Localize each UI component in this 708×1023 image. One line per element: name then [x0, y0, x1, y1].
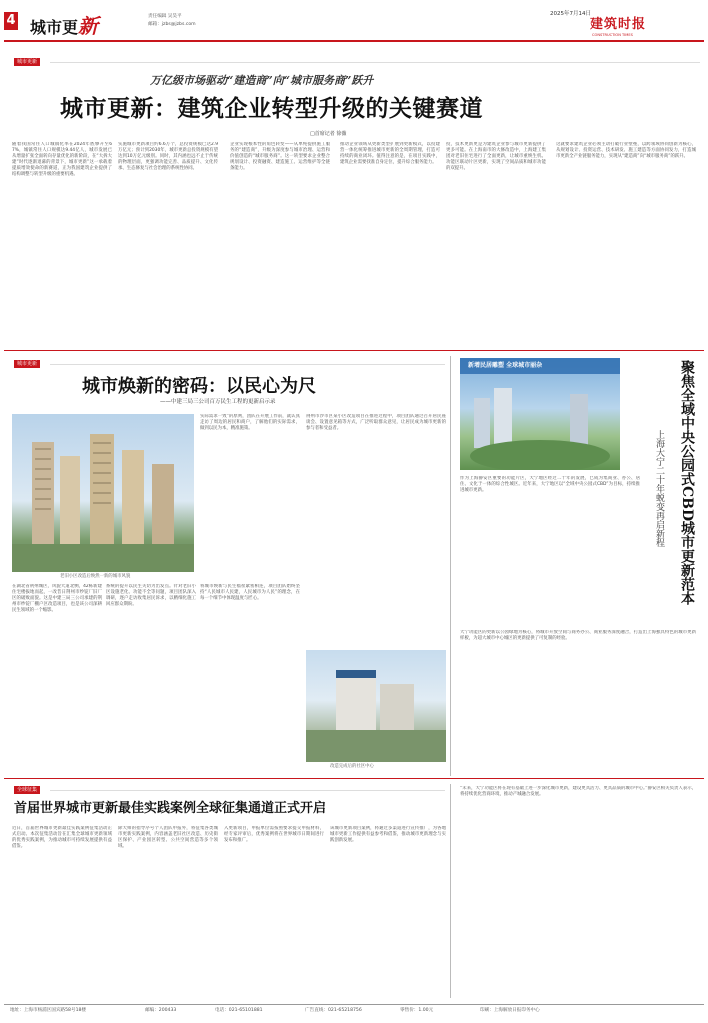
- article2-photo-caption: 老旧小区改造后焕然一新的城市风貌: [60, 574, 131, 579]
- article1-col6: 这就要求建筑企业必须主动打破行业壁垒，以跨领域协同创新为核心，从规划设计、投资运营、技术研发、施工建造等方面协同发力，打造城市更新全产业链服务能力，实现从“建造商”向“城市服务商”的跃升。: [556, 142, 696, 159]
- editor-email: 邮箱：jzbs@jzbs.com: [148, 22, 196, 27]
- article4-headline: 首届世界城市更新最佳实践案例全球征集通道正式开启: [14, 801, 327, 816]
- issue-date: 2025年7月14日: [550, 11, 591, 17]
- article2-photo2-caption: 改造完成后的社区中心: [330, 764, 374, 769]
- footer-phone: 电话：021-65101881: [215, 1008, 263, 1013]
- article1-bottom-rule: [4, 350, 704, 351]
- article2-headline: 城市焕新的密码：以民心为尺: [82, 376, 316, 397]
- article2-subhead: ——中建三局三公司百万民生工程的更新启示录: [160, 399, 276, 405]
- footer-postcode: 邮编：200433: [145, 1008, 177, 1013]
- article3-headline: 聚焦全域中央公园式CBD城市更新范本: [679, 360, 695, 606]
- article3-photo-banner: 新增民居雕塑 全球城市丽杂: [468, 362, 543, 369]
- editors: 责任编辑 吴昊平: [148, 14, 182, 19]
- article2-col5: 荆州市沙市区某小区改造项目在推进过程中，项目团队通过召开居民座谈会、设置意见箱等方式，广泛听取群众意见，让居民成为城市更新的参与者和受益者。: [306, 414, 446, 431]
- article3-col1: 作为上海静安区重要的功能片区，大宁地区经过二十年的发展，已成为集商业、办公、居住、文化于一体的综合性城区。近年来，大宁地区以“全域中央公园式CBD”为目标，持续推进城市更新。: [460, 476, 640, 493]
- article2-col2: 系统的提升以民生关切为出发点。针对老旧小区设施老化、功能不全等问题，项目团队深入调研，逐户走访收集居民诉求，以精细化施工回应群众期盼。: [106, 584, 196, 607]
- footer-ad: 广告直线：021-65218756: [305, 1008, 362, 1013]
- page-number: 4: [6, 13, 16, 28]
- section-name: [30, 16, 98, 38]
- article1-col3: 企业实现根本性的角色转变——从单纯提供施工服务的“建造商”，升级为深度参与城市治理、运营和价值创造的“城市服务商”。这一转型要求企业整合规划设计、投资融资、建造施工、运营维护等全链条能力。: [230, 142, 330, 171]
- article4-col2: 除大师的指导序号个人团队申报外，将征集各类城市更新实践案例，内容涵盖老旧社区改造、历史街区保护、产业园区转型、公共空间营造等多个领域。: [118, 826, 218, 849]
- article1-col2: 实施城市更新项目约6.6万个，总投资规模已达2.9万亿元；预计到2030年，城市更新总投资规模有望达到10万亿元级别。同时，其内涵也远不止于传统的物理层面，更强调功能完善、品质提升、文化传承、生态修复与社会治理的系统性协同。: [118, 142, 218, 171]
- article1-tag-rule: [50, 62, 700, 63]
- article1-tag: 城市更新: [14, 58, 40, 66]
- article2-tag-rule: [50, 364, 445, 365]
- footer-price: 零售价：1.00元: [400, 1008, 434, 1013]
- masthead-rule: [4, 40, 704, 42]
- article2-col3: 实际需求一致”的原则，团队在开展工作前，就认真走访了周边的居民和商户，了解他们的实际需求，做到以民为本，精准施策。: [200, 414, 300, 431]
- article2-tag: 城市更新: [14, 360, 40, 368]
- footer-printer: 印刷：上海解放日报印务中心: [480, 1008, 540, 1013]
- article1-col5: 投，技术更新更是为建筑企业参与城市更新提供了更多可能。在上海南市的大修改造中，上海建工集团对老旧住宅进行了全面更新，让城市重焕生机。功能区联动片区更新，实现了空间品质和城市功能的双提升。: [446, 142, 546, 171]
- article1-byline: □首席记者 徐薇: [310, 131, 347, 137]
- article1-col4: 推动企业领域从更新类型扩展到更新模式，以投建营一体化统筹推进城市更新的全周期管理，打造可持续的商业闭环。值得注意的是，在项目实践中，建筑企业需要找准自身定位，提升综合服务能力。: [340, 142, 440, 165]
- article4-col5: “未来，大宁功能区将在现有基础上进一步深化城市更新，建设更具活力、更具品质的城市中心。”静安区相关负责人表示，将持续优化营商环境，推动产城融合发展。: [460, 786, 696, 797]
- article1-col1: 随着我国常住人口城镇化率在2024年底攀升至67%，城镇常住人口规模达9.44亿人，城市发展已从增量扩张全面转向存量优化的新阶段，在“大拆大建”时代逐渐退幕的背景下，城市更新”这一承载着提质增效使命的新赛道，正为我国建筑企业提供了结构调整与转型升级的重要机遇。: [12, 142, 112, 177]
- divider-article4-article3: [450, 784, 451, 998]
- article2-col1: 在湖北省荆州城区，风貌大道北侧，42栋新建住宅楼拔地而起，一改昔日荆州市纱锭厂旧厂区的破败面貌。这是中建三局三公司承建的荆州市纱锭厂棚户区改造项目，也是该公司深耕民生领域的一个缩影。: [12, 584, 102, 613]
- article4-col4: 该城市更新项目案例，将通过多渠道进行宣传推广，为各地城市更新工作提供有益参考和借鉴，推动城市更新理念与实践创新发展。: [330, 826, 446, 843]
- article3-subhead: 上海大宁二十年蜕变再启新程: [654, 430, 664, 547]
- article3-photo-park: [460, 358, 620, 470]
- footer-rule: [4, 1004, 704, 1005]
- article1-headline: 城市更新：建筑企业转型升级的关键赛道: [60, 95, 483, 122]
- paper-logo: 建筑时报: [590, 17, 647, 32]
- article4-tag-rule: [50, 790, 445, 791]
- center-illustration: [306, 650, 446, 762]
- article4-col1: 近日，首届世界城市更新最佳实践案例征集活动正式启动。本次征集活动旨在汇集全球城市更新领域的优秀实践案例，为推动城市可持续发展提供有益借鉴。: [12, 826, 112, 849]
- article2-photo-center: [306, 650, 446, 762]
- article1-kicker: 万亿级市场驱动“建造商”向“城市服务商”跃升: [150, 74, 374, 87]
- article4-col3: 入更新项目，申报单位需按照要求提交申报材料，经专家评审后，优秀案例将在世界城市日期间进行发布和推广。: [224, 826, 324, 843]
- section-name-accent: 新: [78, 14, 99, 38]
- article2-col4: 将城市焕新与民生福祉紧密相连，项目团队始终坚持“人民城市人民建，人民城市为人民”的理念，在每一个细节中体现温度与匠心。: [200, 584, 300, 601]
- article3-bottom-rule: [4, 778, 704, 779]
- footer-address: 地址：上海市杨浦区国宾路58号18楼: [10, 1008, 87, 1013]
- article3-col2: 大宁功能区的更新以公园绿地为核心，将城市开放空间与商务办公、商业服务深度融合，打造出上海独具特色的城市更新样板，为超大城市中心城区的更新提供了可复制的经验。: [460, 630, 696, 641]
- paper-logo-en: CONSTRUCTION TIMES: [592, 33, 633, 37]
- section-name-main: 城市更: [30, 18, 79, 37]
- buildings-illustration: [12, 414, 194, 572]
- divider-article2-article3: [450, 356, 451, 776]
- article2-photo-buildings: [12, 414, 194, 572]
- park-illustration: [460, 358, 620, 470]
- article4-tag: 全球征集: [14, 786, 40, 794]
